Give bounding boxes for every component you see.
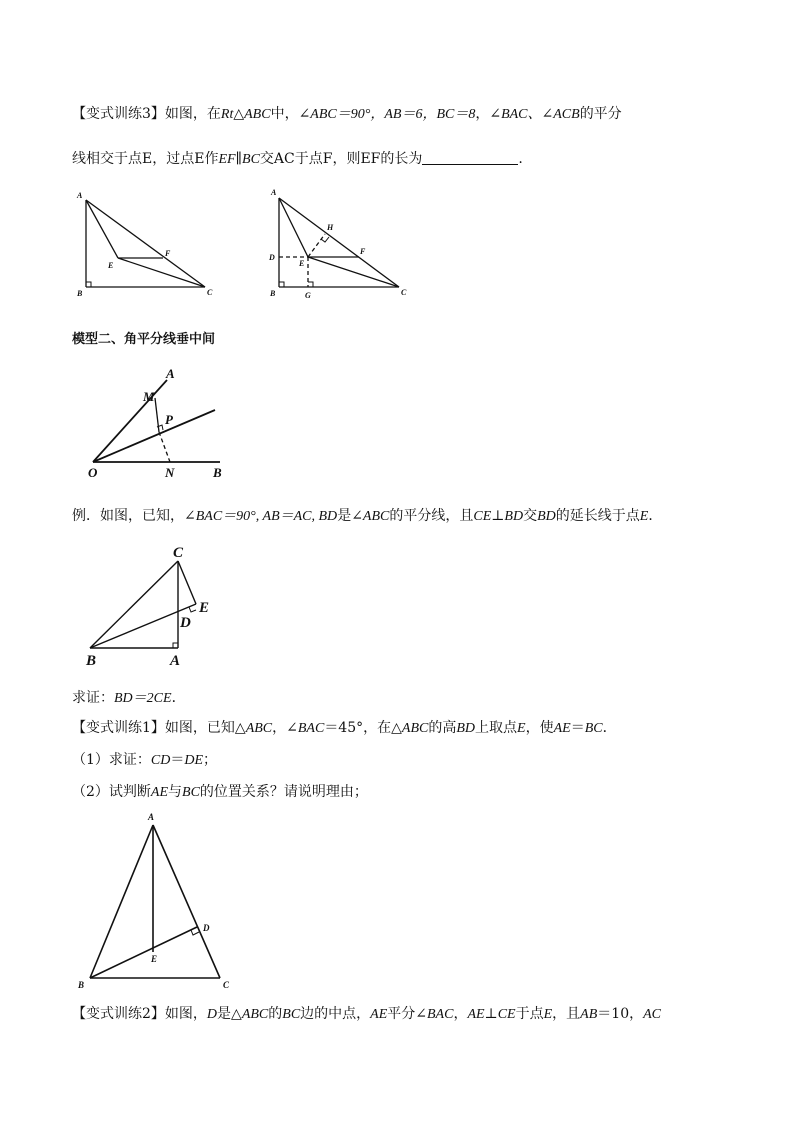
text-segment: 例．如图，已知， (72, 508, 184, 524)
text-segment: 中， (270, 106, 299, 122)
math-segment: BD (456, 721, 476, 736)
math-segment: DE (184, 753, 204, 768)
label-a: A (148, 812, 155, 822)
text-segment: 的延长线于点 (555, 508, 640, 524)
text-segment: ＝45°，在 (324, 720, 392, 736)
math-segment: AB (580, 1007, 598, 1022)
text-segment: . (518, 151, 523, 167)
text-segment: 【变式训练1】如图，已知 (72, 720, 235, 736)
label-b: B (86, 653, 97, 669)
text-segment: 与 (168, 784, 183, 800)
label-b: B (78, 980, 85, 990)
text-segment: ， (453, 1006, 468, 1022)
math-point: E (543, 1007, 553, 1022)
text-segment: 是 (217, 1006, 232, 1022)
text-segment: 于点 (515, 1006, 544, 1022)
math-segment: AC (643, 1007, 661, 1022)
label-h: H (327, 223, 334, 232)
text-segment: 【变式训练3】如图，在 (72, 106, 221, 122)
model2-heading: 模型二、角平分线垂中间 (72, 332, 216, 347)
label-b: B (77, 289, 83, 298)
label-c: C (401, 288, 407, 297)
variant2-line (72, 1006, 661, 1024)
math-perpendicular: AE⊥CE (467, 1007, 516, 1022)
text-segment: 平分 (387, 1006, 416, 1022)
text-segment: 上取点 (475, 720, 518, 736)
math-conditions: ∠ABC＝90°，AB＝6，BC＝8 (298, 107, 476, 122)
text-segment: ＝ (570, 720, 585, 736)
text-segment: 求证： (72, 690, 114, 706)
label-g: G (305, 291, 311, 300)
label-f: F (165, 249, 171, 258)
math-angle: ∠BAC (286, 721, 325, 736)
math-segment: BC (584, 721, 603, 736)
text-segment: 是 (337, 508, 352, 524)
text-segment: 线相交于点E，过点E作 (72, 151, 219, 167)
math-conditions: ∠BAC＝90°, AB＝AC, BD (184, 509, 338, 524)
label-c: C (173, 545, 184, 561)
text-segment: ，且 (552, 1006, 581, 1022)
math-segment: CD (150, 753, 171, 768)
label-e: E (108, 261, 114, 270)
segment-bd (90, 927, 197, 978)
math-point: E (517, 721, 526, 736)
label-b: B (213, 465, 222, 480)
text-segment: 的位置关系？请说明理由； (199, 784, 368, 800)
label-a: A (271, 188, 277, 197)
math-perpendicular: CE⊥BD (473, 509, 524, 524)
label-a: A (77, 191, 83, 200)
label-e: E (299, 259, 305, 268)
right-angle-mark-d (191, 930, 199, 935)
math-rt-triangle: Rt△ABC (220, 107, 271, 122)
text-segment: ， (272, 720, 287, 736)
math-triangle: △ABC (391, 721, 429, 736)
label-a: A (170, 653, 181, 669)
text-segment: ＝10， (597, 1006, 644, 1022)
math-segment: AE (150, 785, 169, 800)
text-segment: ． (171, 690, 186, 706)
text-segment: 的平分线，且 (389, 508, 474, 524)
text-segment: ＝ (170, 752, 185, 768)
label-p: P (165, 412, 173, 427)
math-angle: ∠BAC (415, 1007, 454, 1022)
text-segment: 交 (523, 508, 538, 524)
text-segment: 的高 (428, 720, 457, 736)
label-c: C (223, 980, 230, 990)
math-angle: ∠ABC (351, 509, 390, 524)
math-segment: BD (537, 509, 556, 524)
math-angles: ∠BAC、∠ACB (489, 107, 580, 122)
segment-ab (90, 825, 153, 978)
math-segment: AE (553, 721, 571, 736)
label-c: C (207, 288, 213, 297)
math-segment: AE (370, 1007, 388, 1022)
math-parallel: EF∥BC (218, 152, 260, 167)
label-f: F (360, 247, 366, 256)
label-d: D (180, 615, 191, 631)
text-segment: 交AC于点F，则EF的长为 (259, 151, 423, 167)
math-statement: BD＝2CE (114, 691, 172, 706)
text-segment: 【变式训练2】如图， (72, 1006, 207, 1022)
label-e: E (151, 954, 158, 964)
segment-ac (153, 825, 220, 978)
text-segment: ， (475, 106, 490, 122)
label-d: D (269, 253, 275, 262)
label-m: M (143, 389, 155, 404)
label-b: B (270, 289, 276, 298)
label-n: N (165, 465, 175, 480)
math-triangle: △ABC (234, 721, 273, 736)
text-segment: （1）求证： (72, 752, 151, 768)
text-segment: ； (203, 752, 218, 768)
text-segment: 的 (268, 1006, 283, 1022)
math-segment: BC (182, 785, 200, 800)
label-o: O (88, 465, 98, 480)
label-e: E (199, 600, 210, 616)
text-segment: （2）试判断 (72, 784, 151, 800)
text-segment: ． (648, 508, 663, 524)
text-segment: ． (602, 720, 617, 736)
label-d: D (203, 923, 210, 933)
math-point: D (206, 1007, 218, 1022)
math-segment: BC (282, 1007, 301, 1022)
text-segment: 边的中点， (300, 1006, 371, 1022)
text-segment: ，使 (525, 720, 554, 736)
math-triangle: △ABC (231, 1007, 269, 1022)
text-segment: 的平分 (579, 106, 622, 122)
math-point: E (639, 509, 649, 524)
label-a: A (166, 366, 175, 381)
